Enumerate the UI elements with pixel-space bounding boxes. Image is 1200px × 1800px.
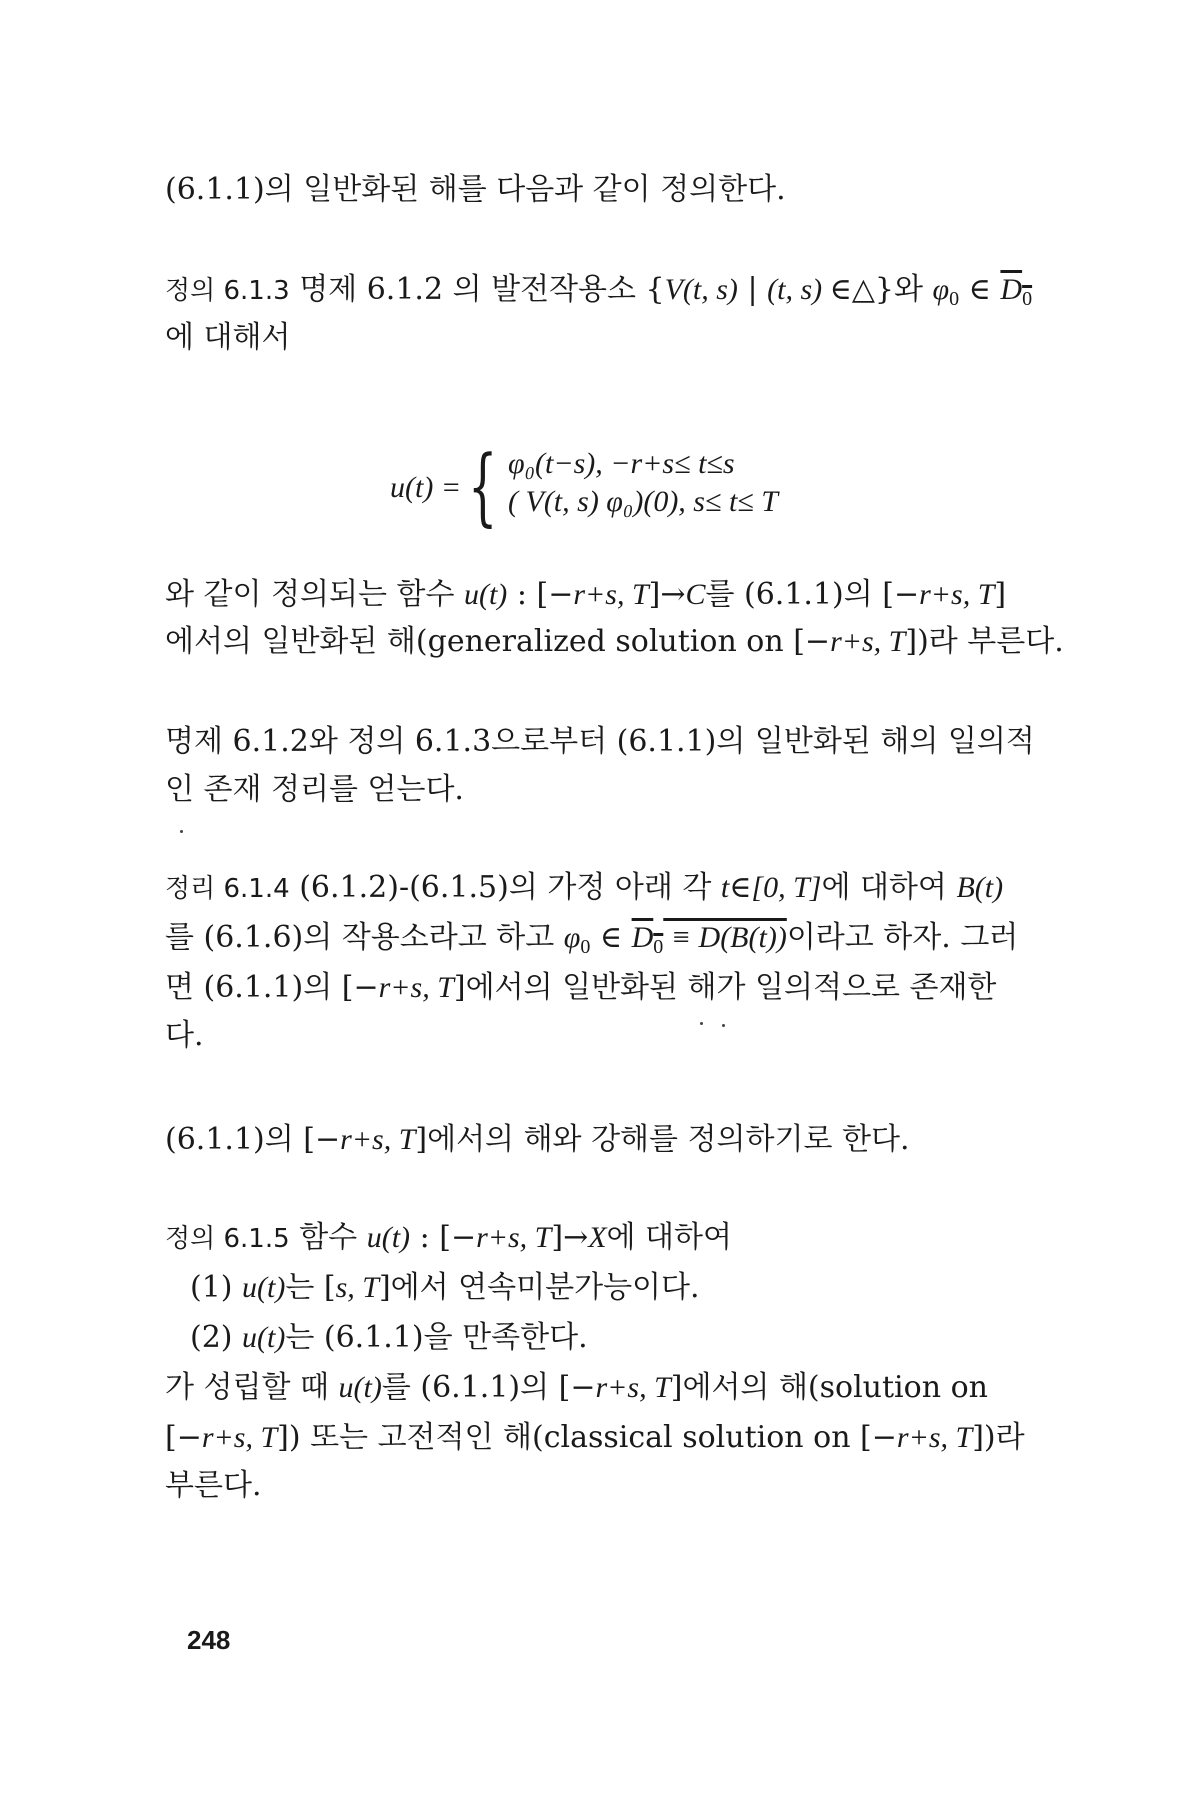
- definition-6-1-5-line1: [165, 1218, 732, 1259]
- text-segment: (6.1.1)의 [−: [165, 1122, 341, 1157]
- D-letter: D: [631, 921, 654, 954]
- function-u: u(t): [242, 1271, 286, 1304]
- theorem-label: 정리 6.1.4: [165, 874, 290, 904]
- phi0-symbol: [932, 273, 960, 310]
- text-segment: ]에서의 해와 강해를 정의하기로 한다.: [415, 1122, 910, 1157]
- set-bar: |: [737, 272, 768, 307]
- function-u: u(t): [463, 578, 508, 611]
- after-equation-line2: [165, 622, 1064, 662]
- page-number: 248: [187, 1625, 231, 1655]
- text-segment: 와 같이 정의되는 함수: [165, 577, 455, 612]
- intro-line: [165, 170, 786, 210]
- t-range: t∈[0, T]: [720, 871, 822, 904]
- space-X: X: [588, 1221, 607, 1254]
- text-segment: 함수: [299, 1220, 358, 1255]
- space-C: C: [685, 578, 706, 611]
- subscript-zero: 0: [580, 936, 591, 958]
- text-segment: ]→: [551, 1220, 589, 1255]
- definition-6-1-3-line1: [165, 270, 1032, 319]
- intro-text: (6.1.1)의 일반화된 해를 다음과 같이 정의한다.: [165, 172, 786, 207]
- text-segment: 면 (6.1.1)의 [−: [165, 970, 379, 1005]
- definition-6-1-5-final3: [165, 1466, 261, 1506]
- element-of: ∈: [590, 920, 632, 955]
- text-segment: 를 (6.1.1)의 [−: [705, 577, 920, 612]
- text-segment: ]에서의 해(solution on: [670, 1370, 988, 1405]
- text-segment: ]에서의 일반화된 해가 일의적으로 존재한: [453, 970, 997, 1005]
- D-letter: D: [1000, 273, 1023, 306]
- definition-6-1-3-line2: [165, 318, 290, 358]
- text-segment: (6.1.2)-(6.1.5)의 가정 아래 각: [299, 870, 712, 905]
- interval-bounds: r+s, T: [378, 971, 454, 1004]
- phi0-symbol: [563, 921, 591, 958]
- closure-D0: [631, 921, 664, 958]
- closure-D0: [1000, 273, 1033, 310]
- subscript-zero: 0: [1022, 288, 1033, 310]
- text-segment: 이라고 하자. 그러: [786, 920, 1019, 955]
- equation-case-1: φ₀(t−s), −r+s≤ t≤s: [508, 447, 735, 480]
- text-segment: ]에서 연속미분가능이다.: [378, 1270, 700, 1305]
- text-segment: ])라 부른다.: [905, 624, 1064, 659]
- text-segment: 를 (6.1.1)의 [−: [381, 1370, 596, 1405]
- phi-letter: φ: [563, 921, 581, 954]
- item-number: (1): [190, 1270, 233, 1305]
- index-set: (t, s) ∈△: [767, 273, 875, 306]
- paragraph-2-line1: [165, 722, 1035, 762]
- text-segment: ])라: [972, 1420, 1025, 1455]
- scan-speck: [722, 1024, 725, 1027]
- interval-bounds: r+s, T: [896, 1421, 973, 1454]
- text-segment: 다.: [165, 1018, 204, 1053]
- text-segment: 에 대하여: [821, 870, 947, 905]
- theorem-6-1-4-line3: [165, 968, 996, 1008]
- interval-bounds: r+s, T: [919, 578, 995, 611]
- phi-letter: φ: [932, 273, 950, 306]
- theorem-6-1-4-line4: [165, 1016, 204, 1056]
- equation-lhs: u(t) =: [390, 471, 462, 504]
- definition-text-line2: 에 대해서: [165, 320, 291, 355]
- element-of: ∈: [959, 272, 1001, 307]
- function-u: u(t): [338, 1371, 382, 1404]
- scan-speck: [700, 1022, 703, 1025]
- function-u: u(t): [366, 1221, 411, 1254]
- interval-bounds: r+s, T: [201, 1421, 278, 1454]
- text-segment: 에서의 일반화된 해(generalized solution on [−: [165, 624, 831, 659]
- definition-6-1-5-item2: [190, 1318, 588, 1358]
- text-segment: 는 (6.1.1)을 만족한다.: [285, 1320, 588, 1355]
- text-segment: 가 성립할 때: [165, 1370, 329, 1405]
- interval-bounds: r+s, T: [340, 1123, 416, 1156]
- interval-bounds: s, T: [335, 1271, 379, 1304]
- definition-label: 정의 6.1.5: [165, 1224, 290, 1254]
- text-segment: : [−: [516, 577, 574, 612]
- definition-6-1-5-final1: [165, 1368, 988, 1408]
- definition-text-cont: }와: [874, 272, 923, 307]
- function-u: u(t): [242, 1321, 286, 1354]
- interval-bounds: r+s, T: [573, 578, 649, 611]
- text-segment: ]) 또는 고전적인 해(classical solution on [−: [277, 1420, 897, 1455]
- closure-domain-B: ≡ D(B(t)): [663, 921, 787, 954]
- text-segment: 인 존재 정리를 얻는다.: [165, 772, 464, 807]
- theorem-6-1-4-line1: [165, 868, 1003, 909]
- text-segment: 부른다.: [165, 1468, 262, 1503]
- text-segment: : [−: [419, 1220, 477, 1255]
- text-segment: ]→: [648, 577, 686, 612]
- interval-bounds: r+s, T: [476, 1221, 552, 1254]
- paragraph-3-line1: [165, 1120, 909, 1160]
- text-segment: 에 대하여: [606, 1220, 732, 1255]
- paragraph-2-line2: [165, 770, 464, 810]
- text-segment: 는 [: [285, 1270, 336, 1305]
- piecewise-equation: [390, 437, 950, 535]
- item-number: (2): [190, 1320, 233, 1355]
- scan-speck: [180, 830, 183, 833]
- definition-text: 명제 6.1.2 의 발전작용소 {: [299, 272, 665, 307]
- subscript-zero: 0: [949, 288, 960, 310]
- definition-6-1-5-item1: [190, 1268, 700, 1308]
- subscript-zero: 0: [653, 936, 664, 958]
- equation-brace: {: [468, 437, 498, 535]
- operator-B: B(t): [956, 871, 1004, 904]
- text-segment: [−: [165, 1420, 202, 1455]
- equation-case-2: ( V(t, s) φ₀)(0), s≤ t≤ T: [508, 485, 778, 518]
- interval-bounds: r+s, T: [830, 625, 906, 658]
- theorem-6-1-4-line2: [165, 918, 1018, 967]
- interval-bounds: r+s, T: [595, 1371, 671, 1404]
- definition-6-1-5-final2: [165, 1418, 1025, 1458]
- text-segment: 명제 6.1.2와 정의 6.1.3으로부터 (6.1.1)의 일반화된 해의 일의적: [165, 724, 1035, 759]
- definition-label: 정의 6.1.3: [165, 276, 290, 306]
- after-equation-line1: 와 같이 정의되는 함수 u(t) : [−r+s, T]→C를 (6.1.1)의 [−r+s, T]: [165, 577, 1007, 612]
- evolution-operator-symbol: V(t, s): [664, 273, 738, 306]
- text-segment: 를 (6.1.6)의 작용소라고 하고: [165, 920, 555, 955]
